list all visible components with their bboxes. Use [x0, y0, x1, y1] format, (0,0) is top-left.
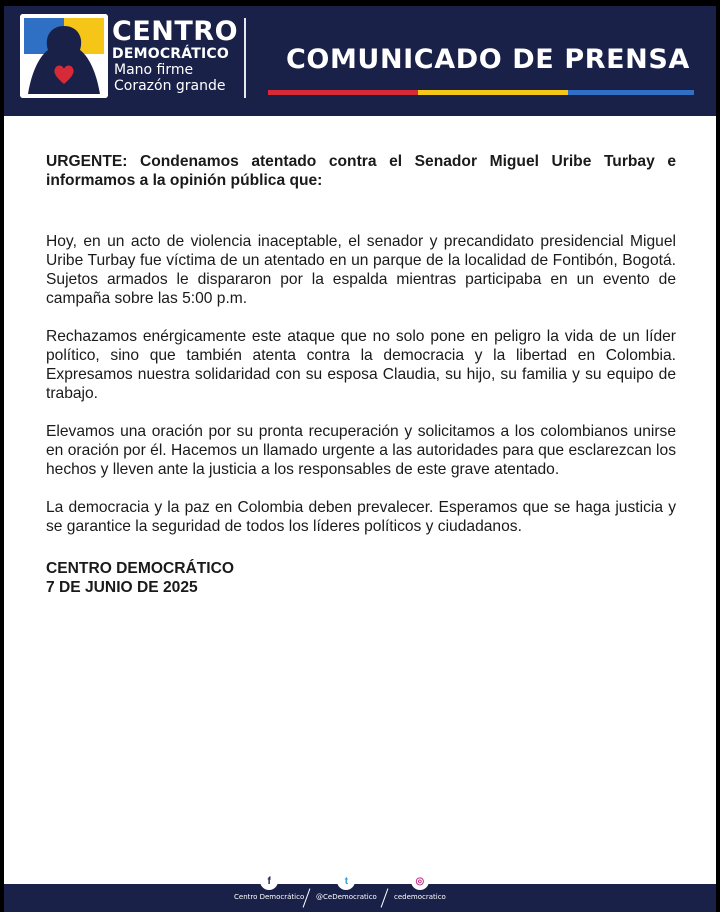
party-logo-icon — [20, 14, 108, 98]
press-release-page — [4, 6, 716, 912]
release-heading: URGENTE: Condenamos atentado contra el Senador Miguel Uribe Turbay e informamos a la opinión pública que: — [46, 153, 676, 189]
stripe-blue — [568, 90, 694, 95]
slogan-line2: Corazón grande — [114, 78, 226, 94]
signature — [46, 559, 676, 597]
facebook-icon: f — [260, 872, 278, 890]
twitter-icon: t — [337, 872, 355, 890]
twitter-label: @CeDemocratico — [316, 893, 377, 901]
footer-separator — [381, 888, 389, 907]
header-divider — [244, 18, 246, 98]
social-facebook[interactable] — [234, 872, 304, 901]
stripe-yellow — [418, 90, 568, 95]
stripe-red — [268, 90, 418, 95]
slogan-line1: Mano firme — [114, 62, 194, 78]
release-body — [46, 152, 676, 597]
social-twitter[interactable] — [316, 872, 377, 901]
paragraph-4: La democracia y la paz en Colombia deben prevalecer. Esperamos que se haga justicia y se garantice la seguridad de todos los líderes políticos y ciudadanos. — [46, 499, 676, 535]
paragraph-2: Rechazamos enérgicamente este ataque que no solo pone en peligro la vida de un líder político, sino que también atenta contra la democracia y la libertad en Colombia. Expresamos nuestra solidaridad con su esposa Claudia, su hijo, su familia y su equipo de trabajo. — [46, 328, 676, 402]
brand-slogan — [114, 62, 226, 94]
instagram-icon: ◎ — [411, 872, 429, 890]
brand-line2: DEMOCRÁTICO — [112, 46, 229, 62]
press-release-title: COMUNICADO DE PRENSA — [286, 44, 690, 75]
signature-org: CENTRO DEMOCRÁTICO — [46, 560, 234, 577]
brand-line1: CENTRO — [112, 16, 239, 47]
header-banner — [4, 6, 716, 116]
facebook-label: Centro Democrático — [234, 893, 305, 901]
signature-date: 7 DE JUNIO DE 2025 — [46, 579, 198, 596]
paragraph-1: Hoy, en un acto de violencia inaceptable, el senador y precandidato presidencial Miguel Uribe Turbay fue víctima de un atentado en un parque de la localidad de Fontibón, Bogotá. Sujetos armados le dispararon por la espalda mientras participaba en un evento de campaña sobre las 5:00 p.m. — [46, 233, 676, 307]
paragraph-3: Elevamos una oración por su pronta recuperación y solicitamos a los colombianos unirse en oración por él. Hacemos un llamado urgente a las autoridades para que esclarezcan los hechos y lleven ante la justicia a los responsables de este grave atentado. — [46, 423, 676, 478]
brand-name — [112, 18, 238, 62]
social-instagram[interactable] — [394, 872, 446, 901]
instagram-label: cedemocratico — [394, 893, 446, 901]
party-logo — [20, 14, 108, 98]
footer-bar — [4, 875, 716, 912]
